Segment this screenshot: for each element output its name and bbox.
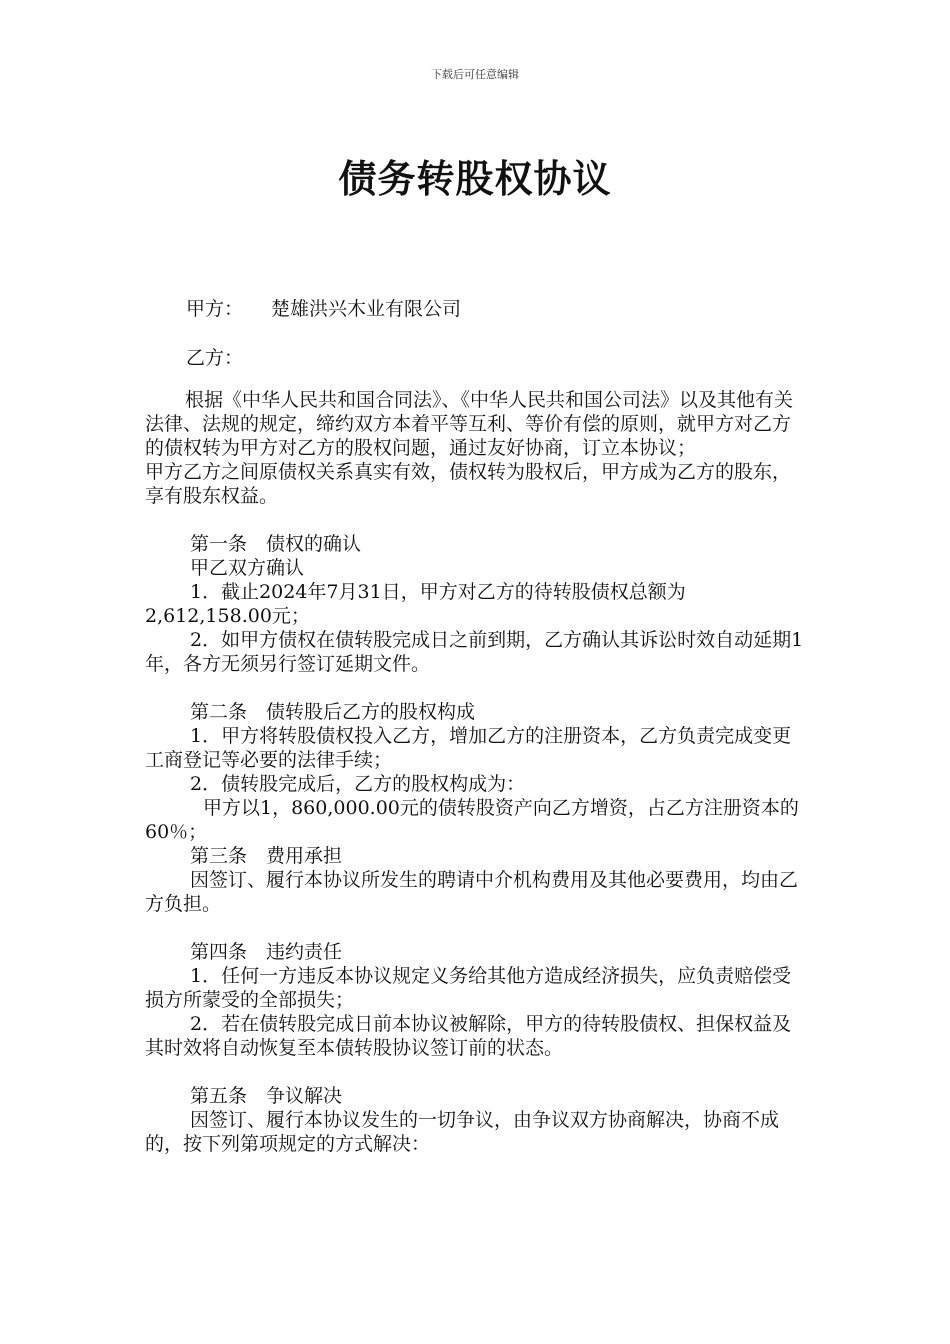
document-body xyxy=(145,388,805,1156)
preamble-paragraph-2: 甲方乙方之间原债权关系真实有效，债权转为股权后，甲方成为乙方的股东，享有股东权益。 xyxy=(145,461,792,507)
article-4-clause-1: 1．任何一方违反本协议规定义务给其他方造成经济损失，应负责赔偿受损方所蒙受的全部损失； xyxy=(145,965,792,1011)
article-2-clause-2: 2．债转股完成后，乙方的股权构成为： xyxy=(190,773,526,795)
article-1-clause-2: 2．如甲方债权在债转股完成日之前到期，乙方确认其诉讼时效自动延期1年，各方无须另行签订延期文件。 xyxy=(145,629,804,675)
header-note: 下载后可任意编辑 xyxy=(431,68,519,81)
article-1-heading: 第一条 债权的确认 xyxy=(190,533,362,555)
article-1-clause-1: 1．截止2024年7月31日，甲方对乙方的待转股债权总额为2,612,158.00元； xyxy=(145,581,686,627)
article-4-clause-2: 2．若在债转股完成日前本协议被解除，甲方的待转股债权、担保权益及其时效将自动恢复至本债转股协议签订前的状态。 xyxy=(145,1013,792,1059)
article-2-clause-1: 1．甲方将转股债权投入乙方，增加乙方的注册资本，乙方负责完成变更工商登记等必要的法律手续； xyxy=(145,725,792,771)
party-a-label: 甲方： xyxy=(186,298,244,320)
article-3-heading: 第三条 费用承担 xyxy=(190,845,343,867)
party-b-label: 乙方： xyxy=(186,347,244,369)
article-5-heading: 第五条 争议解决 xyxy=(190,1085,343,1107)
party-b-line xyxy=(186,343,243,370)
article-2-clause-3: 甲方以1，860,000.00元的债转股资产向乙方增资，占乙方注册资本的60％； xyxy=(145,797,799,843)
party-a-value: 楚雄洪兴木业有限公司 xyxy=(271,298,462,320)
article-2-heading: 第二条 债转股后乙方的股权构成 xyxy=(190,701,476,723)
preamble-paragraph: 根据《中华人民共和国合同法》、《中华人民共和国公司法》以及其他有关法律、法规的规定，缔约双方本着平等互利、等价有偿的原则，就甲方对乙方的债权转为甲方对乙方的股权问题，通过友好协商，订立本协议； xyxy=(145,389,794,459)
article-1-intro: 甲乙双方确认 xyxy=(190,557,305,579)
article-5-clause-1: 因签订、履行本协议发生的一切争议，由争议双方协商解决，协商不成的，按下列第项规定的方式解决： xyxy=(145,1109,780,1155)
article-3-clause-1: 因签订、履行本协议所发生的聘请中介机构费用及其他必要费用，均由乙方负担。 xyxy=(145,869,799,915)
party-a-line xyxy=(186,294,461,321)
article-4-heading: 第四条 违约责任 xyxy=(190,941,343,963)
document-title: 债务转股权协议 xyxy=(338,157,612,201)
